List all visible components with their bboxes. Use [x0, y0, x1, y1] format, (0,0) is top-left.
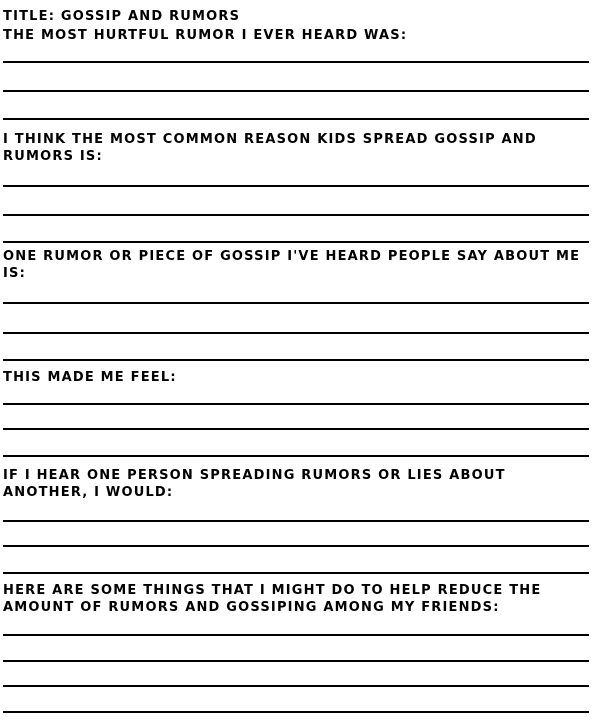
answer-line[interactable]: [3, 455, 589, 457]
answer-line[interactable]: [3, 685, 589, 687]
answer-line[interactable]: [3, 545, 589, 547]
answer-line[interactable]: [3, 241, 589, 243]
prompt-rumor-about-me: ONE RUMOR OR PIECE OF GOSSIP I'VE HEARD PEOPLE SAY ABOUT ME IS:: [3, 249, 581, 281]
answer-line[interactable]: [3, 90, 589, 92]
answer-line[interactable]: [3, 711, 589, 713]
answer-line[interactable]: [3, 61, 589, 63]
answer-line[interactable]: [3, 118, 589, 120]
answer-line[interactable]: [3, 428, 589, 430]
answer-line[interactable]: [3, 572, 589, 574]
answer-line[interactable]: [3, 359, 589, 361]
answer-line[interactable]: [3, 302, 589, 304]
answer-line[interactable]: [3, 520, 589, 522]
worksheet-title: TITLE: GOSSIP AND RUMORS: [3, 9, 241, 24]
answer-line[interactable]: [3, 403, 589, 405]
answer-line[interactable]: [3, 332, 589, 334]
answer-line[interactable]: [3, 185, 589, 187]
prompt-made-me-feel: THIS MADE ME FEEL:: [3, 370, 177, 385]
answer-line[interactable]: [3, 660, 589, 662]
answer-line[interactable]: [3, 214, 589, 216]
prompt-i-would: IF I HEAR ONE PERSON SPREADING RUMORS OR LIES ABOUT ANOTHER, I WOULD:: [3, 468, 506, 500]
answer-line[interactable]: [3, 634, 589, 636]
prompt-reduce-gossip: HERE ARE SOME THINGS THAT I MIGHT DO TO HELP REDUCE THE AMOUNT OF RUMORS AND GOSSIPING AMONG MY FRIENDS:: [3, 583, 542, 615]
prompt-common-reason: I THINK THE MOST COMMON REASON KIDS SPREAD GOSSIP AND RUMORS IS:: [3, 132, 537, 164]
prompt-hurtful-rumor: THE MOST HURTFUL RUMOR I EVER HEARD WAS:: [3, 28, 408, 43]
